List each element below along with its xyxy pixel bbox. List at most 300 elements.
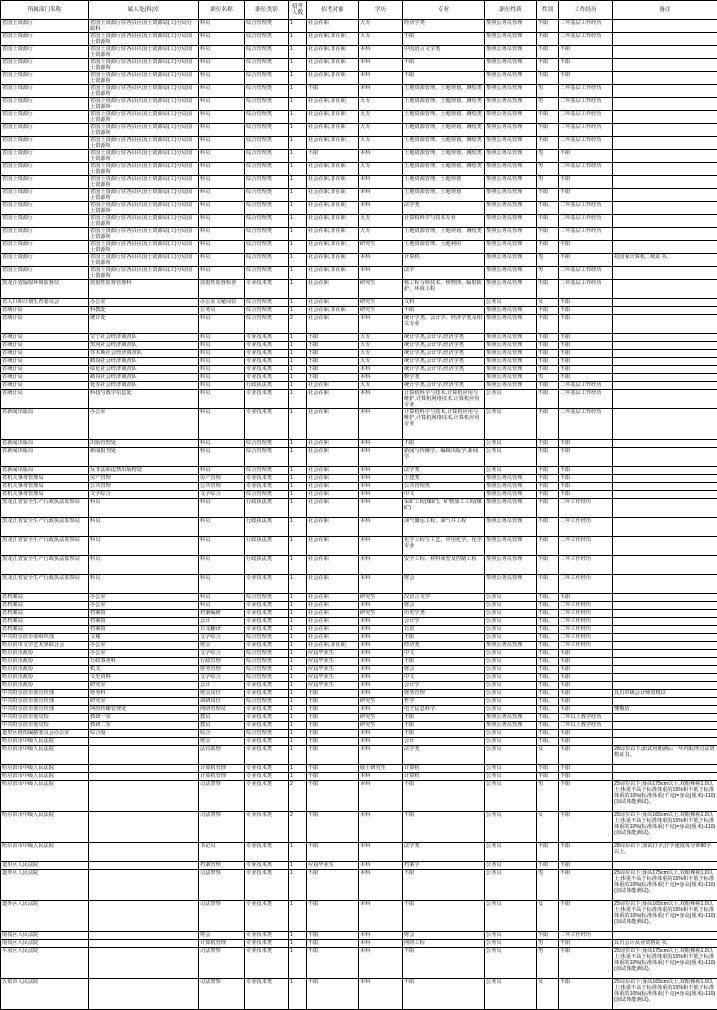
table-cell: 哈尔滨市政协 bbox=[1, 682, 89, 690]
table-cell: 专业技术类 bbox=[245, 773, 289, 781]
table-cell: 财务科 bbox=[89, 690, 199, 698]
table-cell: 1 bbox=[289, 634, 307, 642]
table-cell bbox=[613, 189, 717, 202]
table-cell: 中文 bbox=[403, 674, 485, 682]
table-cell: 不限 bbox=[307, 85, 359, 98]
table-cell bbox=[613, 59, 717, 72]
table-row bbox=[1, 228, 717, 241]
table-cell: 社会在职 bbox=[307, 448, 359, 467]
table-row bbox=[1, 738, 717, 746]
table-cell: 黑河社会经济调查队 bbox=[89, 342, 199, 350]
table-cell: 综合管理类 bbox=[245, 730, 289, 738]
table-cell: 不限 bbox=[403, 901, 485, 932]
table-cell: 1 bbox=[289, 674, 307, 682]
table-cell: 调研岗位 bbox=[199, 698, 245, 706]
table-cell: 不限 bbox=[537, 682, 559, 690]
table-cell: 网络管理员 bbox=[199, 706, 245, 714]
table-cell: 省统计局 bbox=[1, 390, 89, 409]
table-cell: 数学类 bbox=[403, 374, 485, 382]
table-cell: 不限 bbox=[307, 366, 359, 374]
table-cell: 不限 bbox=[307, 714, 359, 722]
table-row bbox=[1, 746, 717, 765]
table-cell: 日语 bbox=[403, 626, 485, 634]
table-cell: 二年工作经历 bbox=[559, 932, 613, 940]
table-cell: 统计学类、会计学、经济学类及相关专业 bbox=[403, 315, 485, 334]
table-cell bbox=[613, 390, 717, 409]
table-cell: 省统计局 bbox=[1, 358, 89, 366]
table-cell: 哈尔滨市中级人民法院 bbox=[1, 781, 89, 812]
table-cell: 1 bbox=[289, 556, 307, 575]
table-cell: 司法警察 bbox=[199, 979, 245, 1010]
table-cell: 公共管理类 bbox=[403, 483, 485, 491]
table-cell: 女 bbox=[537, 812, 559, 843]
table-cell: 省国土资源厅驻各县区国土资源局(工)分局国土资源所 bbox=[89, 137, 199, 150]
table-cell: 专业技术类 bbox=[245, 682, 289, 690]
table-cell: 省档案局 bbox=[1, 610, 89, 618]
table-cell: 二年基层工作经历 bbox=[559, 137, 613, 150]
table-cell: 哈尔滨市政协 bbox=[1, 674, 89, 682]
table-cell: 不限 bbox=[307, 374, 359, 382]
column-header: 备注 bbox=[613, 1, 717, 20]
table-cell: 不限 bbox=[559, 448, 613, 467]
table-cell bbox=[89, 862, 199, 870]
table-cell bbox=[613, 111, 717, 124]
table-cell: 综合管理类 bbox=[245, 72, 289, 85]
table-cell: 不限 bbox=[537, 366, 559, 374]
table-cell: 司法警察 bbox=[199, 781, 245, 812]
table-cell: 不限 bbox=[403, 59, 485, 72]
table-cell: 不限 bbox=[537, 189, 559, 202]
table-cell: 本科 bbox=[359, 781, 403, 812]
table-cell: 参照公务员管理 bbox=[485, 46, 537, 59]
table-row bbox=[1, 634, 717, 642]
table-cell: 文字综合 bbox=[199, 634, 245, 642]
table-cell: 研究生 bbox=[359, 714, 403, 722]
table-cell: 本科 bbox=[359, 150, 403, 163]
table-cell: 专业技术类 bbox=[245, 940, 289, 948]
table-cell: 参照公务员管理 bbox=[485, 374, 537, 382]
table-cell: 统计学类,会计学,经济学类 bbox=[403, 366, 485, 374]
table-cell: 大专 bbox=[359, 334, 403, 342]
table-row bbox=[1, 483, 717, 491]
table-cell: 不限 bbox=[559, 781, 613, 812]
table-cell: 1 bbox=[289, 666, 307, 674]
table-cell: 社会在职,非在职 bbox=[307, 215, 359, 228]
table-cell: 综合管理类 bbox=[245, 467, 289, 475]
table-cell: 社会在职 bbox=[307, 467, 359, 475]
table-cell: 不限 bbox=[537, 634, 559, 642]
table-cell: 社会在职 bbox=[307, 440, 359, 448]
table-cell: 综合管理类 bbox=[245, 267, 289, 280]
table-cell: 女 bbox=[537, 901, 559, 932]
table-cell: 本科 bbox=[359, 491, 403, 499]
table-cell: 中共哈尔滨市委党校 bbox=[1, 722, 89, 730]
table-cell: 不限 bbox=[403, 870, 485, 901]
table-cell: 道外区人民法院 bbox=[1, 901, 89, 932]
table-cell: 省国土资源厅 bbox=[1, 59, 89, 72]
table-cell: 参照公务员管理 bbox=[485, 475, 537, 483]
table-cell: 男 bbox=[537, 163, 559, 176]
table-cell: 统计学类,会计学,经济学类 bbox=[403, 358, 485, 366]
table-cell: 省统计局 bbox=[1, 342, 89, 350]
table-cell: 综合管理类 bbox=[245, 674, 289, 682]
table-cell: 机关 bbox=[89, 666, 199, 674]
table-cell: 行政管理 bbox=[199, 658, 245, 666]
table-row bbox=[1, 765, 717, 773]
table-cell: 公务员 bbox=[485, 746, 537, 765]
table-cell: 计算机科学与技术专业 bbox=[403, 215, 485, 228]
table-cell: 1 bbox=[289, 202, 307, 215]
table-cell: 研究室 bbox=[89, 698, 199, 706]
table-cell bbox=[613, 72, 717, 85]
table-row bbox=[1, 98, 717, 111]
table-cell bbox=[613, 932, 717, 940]
table-cell bbox=[613, 556, 717, 575]
table-cell: 放射性监督检查 bbox=[199, 280, 245, 299]
table-row bbox=[1, 467, 717, 475]
table-cell: 专业技术类 bbox=[245, 366, 289, 374]
table-cell: 综合管理类 bbox=[245, 241, 289, 254]
column-header: 所属部门名称 bbox=[1, 1, 89, 20]
table-cell: 专业技术类 bbox=[245, 870, 289, 901]
table-cell: 省国土资源厅驻各县区国土资源局(工)分局国土资源所 bbox=[89, 124, 199, 137]
table-cell: 不限 bbox=[559, 843, 613, 862]
table-cell: 应届毕业生 bbox=[307, 862, 359, 870]
table-cell: 省国土资源厅 bbox=[1, 267, 89, 280]
table-cell: 综合管理类 bbox=[245, 163, 289, 176]
table-cell: 省国土资源厅驻各县区国土资源局(工)分局国土资源所 bbox=[89, 33, 199, 46]
table-cell: 专业技术类 bbox=[245, 901, 289, 932]
table-cell: 男 bbox=[537, 940, 559, 948]
table-cell bbox=[89, 940, 199, 948]
table-cell: 参照公务员管理 bbox=[485, 124, 537, 137]
table-cell: 本科 bbox=[359, 870, 403, 901]
table-cell: 办公室 bbox=[89, 409, 199, 440]
table-cell: 科员 bbox=[199, 350, 245, 358]
table-cell: 综合管理类 bbox=[245, 299, 289, 307]
table-cell: 参照公务员管理 bbox=[485, 137, 537, 150]
table-cell: 本科 bbox=[359, 940, 403, 948]
table-cell: 2 bbox=[289, 781, 307, 812]
table-cell: 不限 bbox=[537, 59, 559, 72]
table-cell: 1 bbox=[289, 267, 307, 280]
column-header: 性别 bbox=[537, 1, 559, 20]
table-cell: 1 bbox=[289, 642, 307, 650]
table-row bbox=[1, 812, 717, 843]
table-cell: 日文翻译 bbox=[199, 626, 245, 634]
table-cell: 档案管理 bbox=[199, 862, 245, 870]
table-cell: 不限 bbox=[559, 254, 613, 267]
table-cell: 参照公务员管理 bbox=[485, 20, 537, 33]
table-row bbox=[1, 491, 717, 499]
table-cell: 1 bbox=[289, 280, 307, 299]
table-cell: 不限 bbox=[537, 228, 559, 241]
table-cell: 1 bbox=[289, 730, 307, 738]
table-cell: 社会在职 bbox=[307, 575, 359, 594]
table-cell: 文科 bbox=[403, 299, 485, 307]
table-cell: 参照公务员管理 bbox=[485, 59, 537, 72]
table-cell: 公务员 bbox=[485, 738, 537, 746]
table-cell: 社会在职,非在职 bbox=[307, 163, 359, 176]
table-cell: 不限 bbox=[307, 738, 359, 746]
table-cell: 省国土资源厅 bbox=[1, 124, 89, 137]
table-cell: 办公室 bbox=[89, 602, 199, 610]
table-cell: 省机关事务管理局 bbox=[1, 475, 89, 483]
table-cell: 房产管理 bbox=[89, 475, 199, 483]
table-cell bbox=[613, 315, 717, 334]
table-cell: 会计 bbox=[403, 738, 485, 746]
table-cell: 本科 bbox=[359, 738, 403, 746]
table-cell: 出版管理处 bbox=[89, 440, 199, 448]
table-cell: 不限 bbox=[537, 862, 559, 870]
table-cell: 省国土资源厅驻各县区国土资源局(工)分局国土资源所 bbox=[89, 150, 199, 163]
table-cell: 综合股 bbox=[89, 730, 199, 738]
table-cell: 不限 bbox=[559, 594, 613, 602]
table-cell: 黑龙江省安全生产行政执法监察局 bbox=[1, 499, 89, 518]
table-cell: 1 bbox=[289, 374, 307, 382]
table-cell: 不限 bbox=[537, 20, 559, 33]
table-cell: 二年工作经历 bbox=[559, 610, 613, 618]
table-cell: 二年工作经历 bbox=[559, 618, 613, 626]
table-cell: 参照公务员管理 bbox=[485, 366, 537, 374]
table-cell: 研究生 bbox=[359, 594, 403, 602]
table-cell: 本科 bbox=[359, 72, 403, 85]
table-cell: 1 bbox=[289, 932, 307, 940]
table-cell: 统计学类,会计学,经济学类 bbox=[403, 342, 485, 350]
table-cell: 男 bbox=[537, 176, 559, 189]
table-cell: 参照公务员管理 bbox=[485, 280, 537, 299]
table-cell: 1 bbox=[289, 189, 307, 202]
table-cell: 不限 bbox=[537, 390, 559, 409]
table-cell: 二年基层工作经历 bbox=[559, 20, 613, 33]
table-cell: 综合管理类 bbox=[245, 315, 289, 334]
table-cell: 不限 bbox=[403, 948, 485, 979]
table-cell: 本科 bbox=[359, 85, 403, 98]
table-cell: 不限 bbox=[559, 773, 613, 781]
table-cell: 二年基层工作经历 bbox=[559, 409, 613, 440]
table-cell: 不限 bbox=[537, 666, 559, 674]
table-cell: 参照公务员管理 bbox=[485, 315, 537, 334]
table-cell: 本科 bbox=[359, 730, 403, 738]
table-cell: 二年工作经历 bbox=[559, 518, 613, 537]
table-cell: 黑龙江省安全生产行政执法监察局 bbox=[1, 518, 89, 537]
table-row bbox=[1, 366, 717, 374]
table-cell: 大专 bbox=[359, 111, 403, 124]
table-cell: 不限 bbox=[403, 307, 485, 315]
table-cell: 社会在职 bbox=[307, 299, 359, 307]
table-cell: 本科 bbox=[359, 575, 403, 594]
table-cell: 不限 bbox=[559, 307, 613, 315]
table-cell: 不限 bbox=[559, 358, 613, 366]
table-cell: 1 bbox=[289, 518, 307, 537]
table-cell: 省国土资源厅 bbox=[1, 254, 89, 267]
table-row bbox=[1, 722, 717, 730]
table-cell: 法学类 bbox=[403, 467, 485, 475]
table-row bbox=[1, 773, 717, 781]
table-cell: 不限 bbox=[537, 448, 559, 467]
table-row bbox=[1, 602, 717, 610]
table-cell: 省档案局 bbox=[1, 618, 89, 626]
table-row bbox=[1, 448, 717, 467]
table-cell: 1 bbox=[289, 390, 307, 409]
table-row bbox=[1, 307, 717, 315]
table-cell: 司法警察 bbox=[199, 812, 245, 843]
table-cell: 大专 bbox=[359, 215, 403, 228]
table-cell: 经济类 bbox=[403, 642, 485, 650]
table-cell: 女 bbox=[537, 299, 559, 307]
table-cell: 1 bbox=[289, 610, 307, 618]
table-cell bbox=[613, 658, 717, 666]
table-cell: 参照公务员管理 bbox=[485, 111, 537, 124]
table-cell: 1 bbox=[289, 658, 307, 666]
table-cell: 科员 bbox=[199, 366, 245, 374]
table-cell: 化学工程与工艺、应用化学、化学专业 bbox=[403, 537, 485, 556]
table-cell: 汉语言文学 bbox=[403, 594, 485, 602]
table-cell: 计算机管理 bbox=[199, 773, 245, 781]
table-cell: 不限 bbox=[559, 812, 613, 843]
table-cell: 大专 bbox=[359, 98, 403, 111]
table-cell: 不限 bbox=[307, 940, 359, 948]
table-row bbox=[1, 714, 717, 722]
table-cell: 档案编研 bbox=[199, 610, 245, 618]
table-cell: 参照公务员管理 bbox=[485, 518, 537, 537]
table-cell: 哈尔滨市中级人民法院 bbox=[1, 746, 89, 765]
table-cell: 1 bbox=[289, 738, 307, 746]
table-cell: 公务员 bbox=[485, 812, 537, 843]
table-cell: 研究生 bbox=[359, 610, 403, 618]
table-cell bbox=[613, 46, 717, 59]
table-cell: 放射性监督管理科 bbox=[89, 280, 199, 299]
table-cell: 科员 bbox=[199, 382, 245, 390]
table-cell: 综合管理类 bbox=[245, 98, 289, 111]
column-header: 学历 bbox=[359, 1, 403, 20]
table-cell: 综合管理类 bbox=[245, 491, 289, 499]
table-cell: 省国土资源厅 bbox=[1, 176, 89, 189]
table-cell: 综合管理类 bbox=[245, 59, 289, 72]
table-cell: 25周岁以下;身高165cm以上,双眼裸视1.0以上;体重不高于标准体重的15%和不低于标准体重的10%(标准体重(千克)=身高(厘米)-110)(加试体能测试)。 bbox=[613, 812, 717, 843]
table-cell: 公务员 bbox=[485, 862, 537, 870]
table-cell: 1 bbox=[289, 241, 307, 254]
table-cell: 参照公务员管理 bbox=[485, 98, 537, 111]
table-cell bbox=[613, 124, 717, 137]
table-cell: 专业技术类 bbox=[245, 618, 289, 626]
table-cell: 参照公务员管理 bbox=[485, 714, 537, 722]
table-row bbox=[1, 374, 717, 382]
table-cell: 中文 bbox=[403, 650, 485, 658]
table-cell: 1 bbox=[289, 111, 307, 124]
table-cell: 省国土资源厅 bbox=[1, 85, 89, 98]
table-cell: 研究生 bbox=[359, 698, 403, 706]
table-row bbox=[1, 626, 717, 634]
table-cell: 省统计局 bbox=[1, 350, 89, 358]
table-cell: 综合管理类 bbox=[245, 33, 289, 46]
table-cell: 省统计局 bbox=[1, 307, 89, 315]
table-cell bbox=[613, 610, 717, 618]
table-cell: 不限 bbox=[403, 714, 485, 722]
table-cell bbox=[613, 714, 717, 722]
table-cell: 省新闻出版局 bbox=[1, 440, 89, 448]
table-cell bbox=[613, 176, 717, 189]
table-cell: 经济学类 bbox=[403, 20, 485, 33]
table-row bbox=[1, 334, 717, 342]
table-cell: 省国土资源厅 bbox=[1, 46, 89, 59]
table-cell: 社会在职,非在职 bbox=[307, 228, 359, 241]
table-cell: 科员 bbox=[199, 518, 245, 537]
table-body bbox=[1, 20, 717, 1010]
table-cell: 社会在职 bbox=[307, 475, 359, 483]
table-row bbox=[1, 979, 717, 1010]
table-cell: 1 bbox=[289, 163, 307, 176]
table-cell: 档案馆 bbox=[89, 626, 199, 634]
table-row bbox=[1, 650, 717, 658]
table-row bbox=[1, 202, 717, 215]
table-cell: 不限 bbox=[403, 781, 485, 812]
table-cell: 专业技术类 bbox=[245, 979, 289, 1010]
table-cell: 财会 bbox=[403, 575, 485, 594]
table-cell: 科员 bbox=[199, 150, 245, 163]
table-cell: 1 bbox=[289, 901, 307, 932]
table-cell: 科员 bbox=[199, 467, 245, 475]
table-cell: 专业技术类 bbox=[245, 843, 289, 862]
table-cell: 社会在职,非在职 bbox=[307, 254, 359, 267]
table-cell: 1 bbox=[289, 862, 307, 870]
table-cell: 本科 bbox=[359, 706, 403, 714]
table-cell: 哈尔滨市中级人民法院 bbox=[1, 738, 89, 746]
table-cell: 公务员 bbox=[485, 706, 537, 714]
table-cell: 办公室文秘岗位 bbox=[199, 299, 245, 307]
table-cell: 1 bbox=[289, 690, 307, 698]
table-cell: 油气储运工程、油气井工程 bbox=[403, 518, 485, 537]
table-cell bbox=[613, 280, 717, 299]
table-cell: 省国土资源厅驻各县区国土资源局(工)分局国土资源所 bbox=[89, 72, 199, 85]
table-cell: 科员 bbox=[199, 163, 245, 176]
table-cell: 综合管理类 bbox=[245, 85, 289, 98]
table-cell: 不限 bbox=[537, 315, 559, 334]
table-row bbox=[1, 901, 717, 932]
table-row bbox=[1, 658, 717, 666]
table-cell: 1 bbox=[289, 602, 307, 610]
table-cell: 1 bbox=[289, 948, 307, 979]
table-cell: 不限 bbox=[537, 440, 559, 448]
table-cell: 不限 bbox=[537, 594, 559, 602]
table-cell bbox=[613, 698, 717, 706]
table-cell: 科员 bbox=[199, 59, 245, 72]
table-cell: 不限 bbox=[307, 781, 359, 812]
table-cell: 二年基层工作经历 bbox=[559, 280, 613, 299]
table-header-row bbox=[1, 1, 717, 20]
table-cell: 1 bbox=[289, 33, 307, 46]
table-cell bbox=[613, 267, 717, 280]
table-cell: 土地资源管理、土地规划、测绘类 bbox=[403, 150, 485, 163]
table-cell: 土地资源管理、土地规划、测绘类 bbox=[403, 163, 485, 176]
table-cell: 不限 bbox=[559, 674, 613, 682]
table-row bbox=[1, 499, 717, 518]
table-row bbox=[1, 475, 717, 483]
table-row bbox=[1, 241, 717, 254]
table-row bbox=[1, 315, 717, 334]
table-cell: 省国土资源厅驻各县区国土资源局(工)分局国土资源所 bbox=[89, 228, 199, 241]
table-cell: 大专 bbox=[359, 20, 403, 33]
table-cell: 公务员 bbox=[485, 626, 537, 634]
table-cell: 不限 bbox=[537, 690, 559, 698]
table-cell: 中共哈尔滨市委组织部 bbox=[1, 634, 89, 642]
table-cell: 采矿工程(煤矿)、矿物加工工程(煤矿) bbox=[403, 499, 485, 518]
table-row bbox=[1, 932, 717, 940]
table-cell bbox=[613, 491, 717, 499]
table-cell: 中共哈尔滨市委党校 bbox=[1, 714, 89, 722]
table-cell: 专业技术类 bbox=[245, 350, 289, 358]
table-cell: 黑龙江省辐射环境监督站 bbox=[1, 280, 89, 299]
